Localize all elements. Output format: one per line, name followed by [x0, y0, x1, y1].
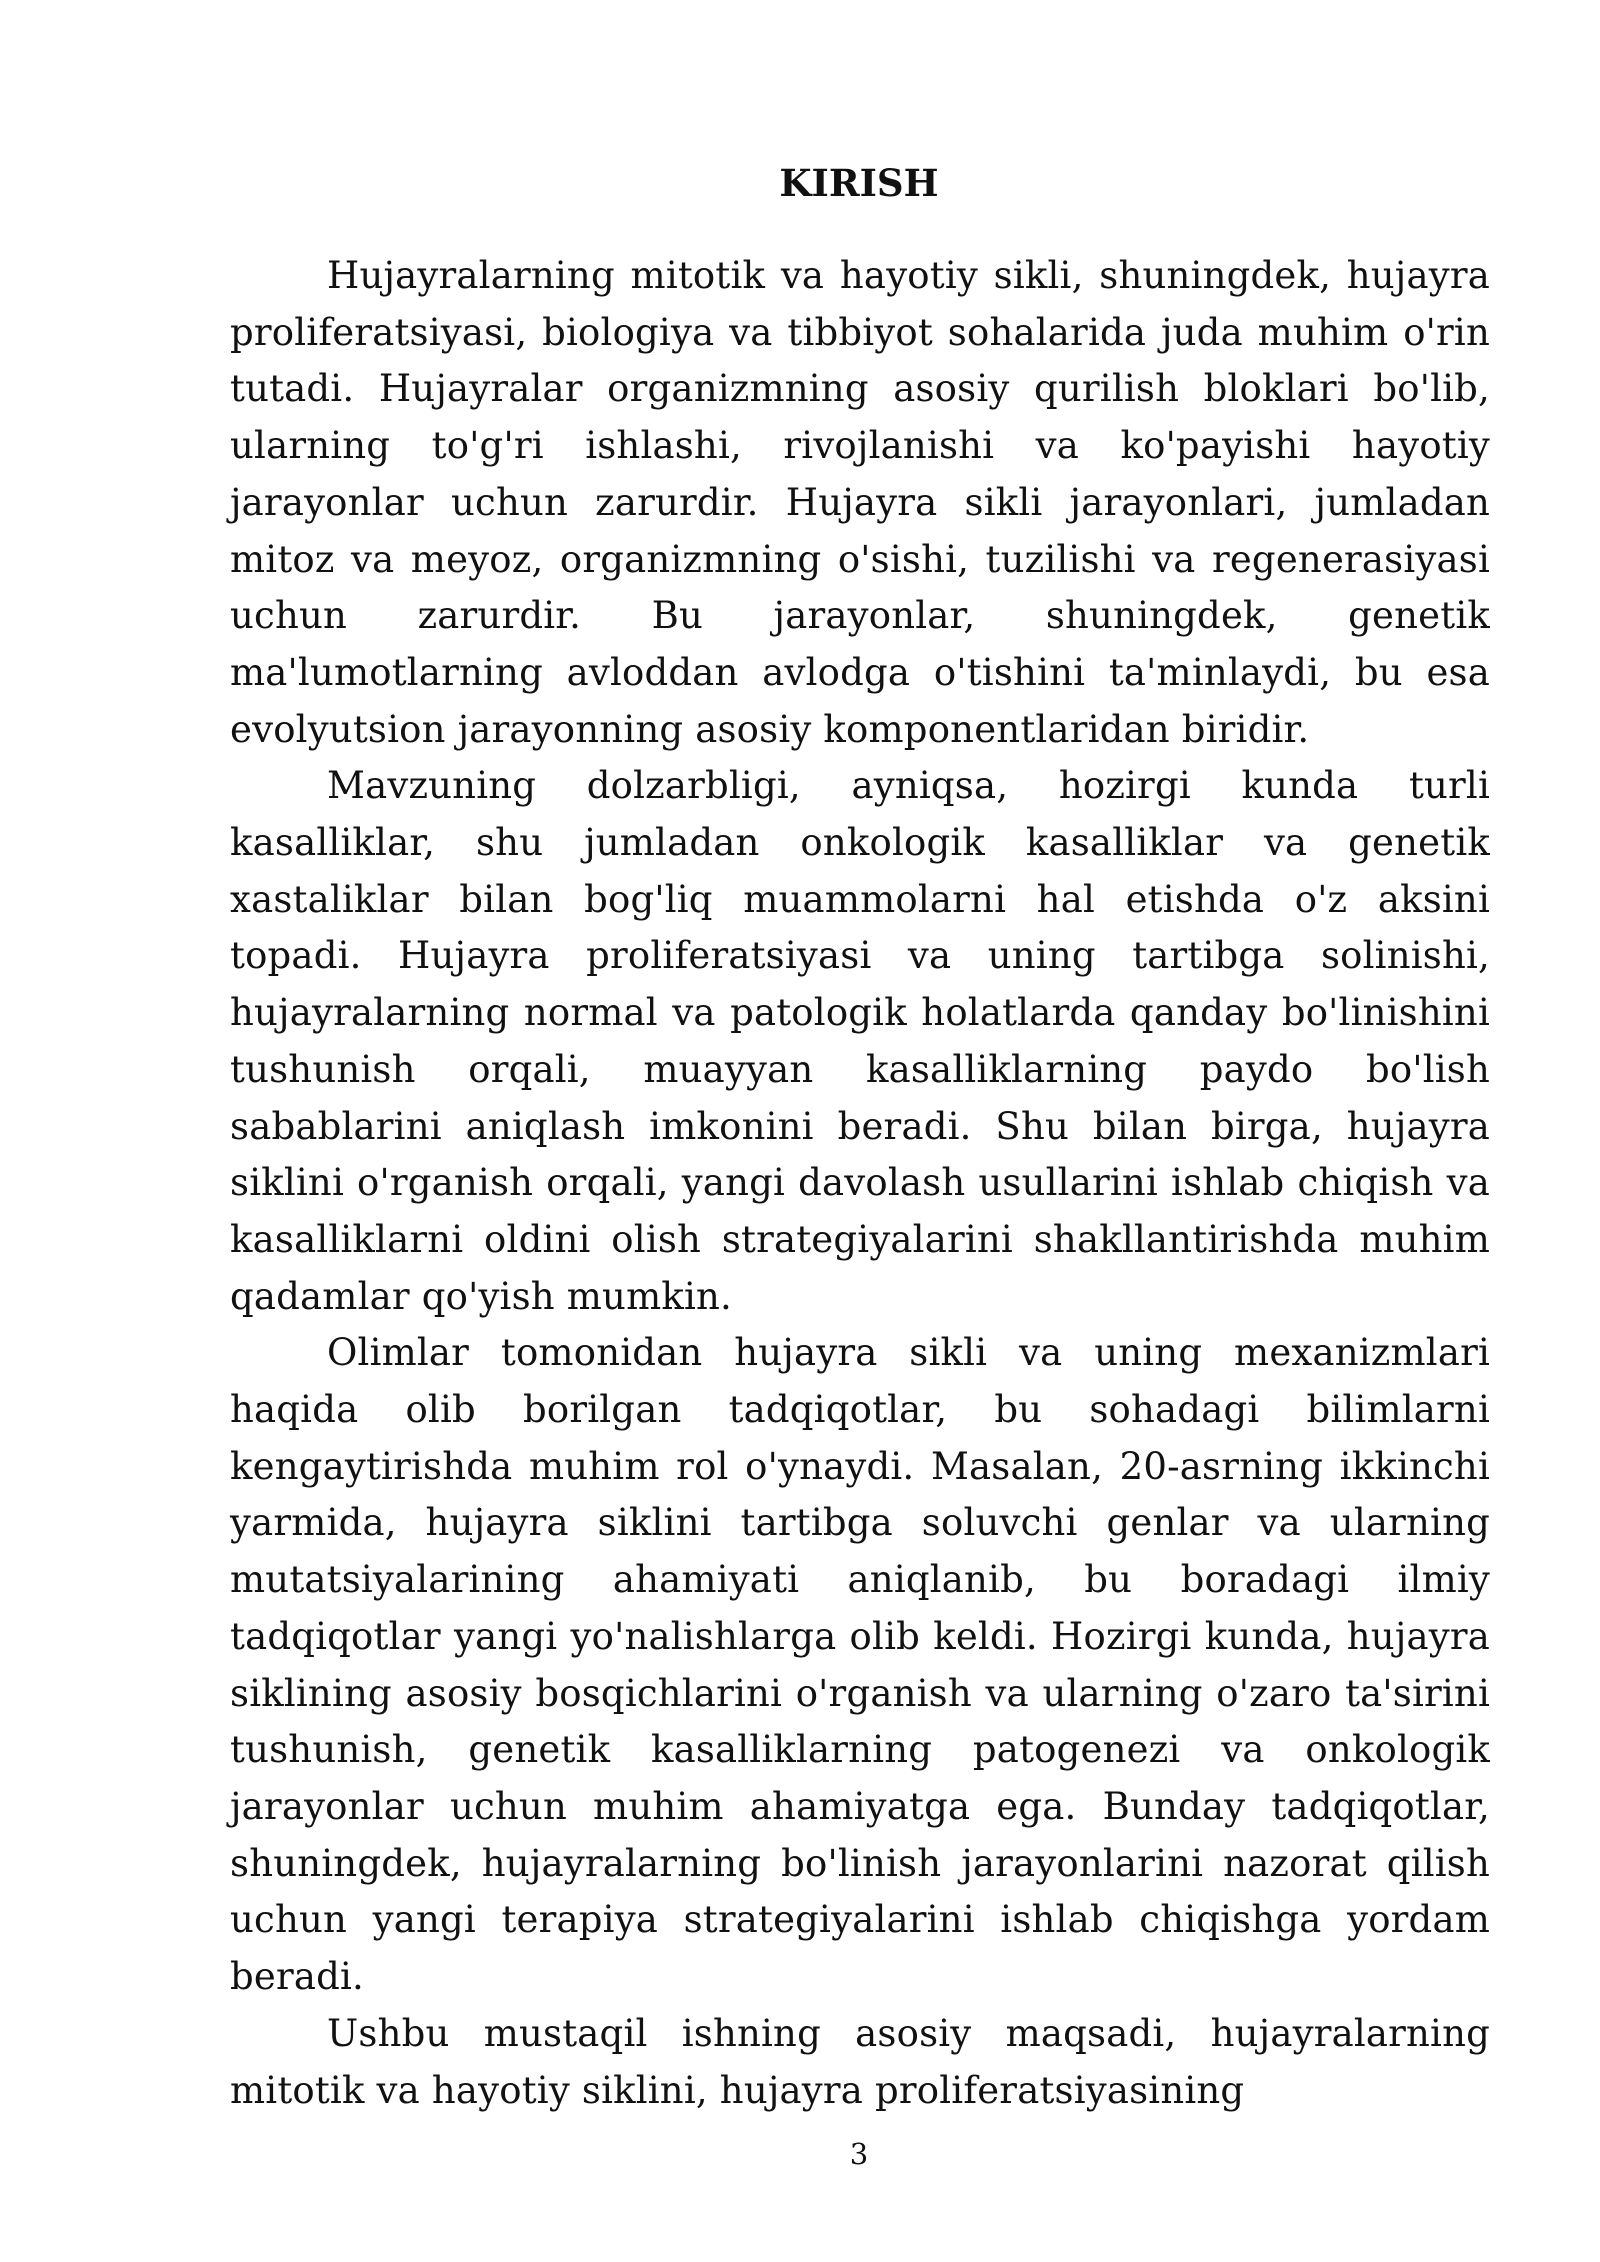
paragraph-2: Mavzuning dolzarbligi, ayniqsa, hozirgi kunda turli kasalliklar, shu jumladan onkologik kasalliklar va genetik xastaliklar bilan bog'liq muammolarni hal etishda o'z aksini topadi. Hujayra proliferatsiyasi va uning tartibga solinishi, hujayralarning normal va patologik holatlarda qanday bo'linishini tushunish orqali, muayyan kasalliklarning paydo bo'lish sabablarini aniqlash imkonini beradi. Shu bilan birga, hujayra siklini o'rganish orqali, yangi davolash usullarini ishlab chiqish va kasalliklarni oldini olish strategiyalarini shakllantirishda muhim qadamlar qo'yish mumkin.: [230, 764, 1490, 1318]
paragraph-3: Olimlar tomonidan hujayra sikli va uning mexanizmlari haqida olib borilgan tadqiqotlar, bu sohadagi bilimlarni kengaytirishda muhim rol o'ynaydi. Masalan, 20-asrning ikkinchi yarmida, hujayra siklini tartibga soluvchi genlar va ularning mutatsiyalarining ahamiyati aniqlanib, bu boradagi ilmiy tadqiqotlar yangi yo'nalishlarga olib keldi. Hozirgi kunda, hujayra siklining asosiy bosqichlarini o'rganish va ularning o'zaro ta'sirini tushunish, genetik kasalliklarning patogenezi va onkologik jarayonlar uchun muhim ahamiyatga ega. Bunday tadqiqotlar, shuningdek, hujayralarning bo'linish jarayonlarini nazorat qilish uchun yangi terapiya strategiyalarini ishlab chiqishga yordam beradi.: [230, 1331, 1490, 1999]
paragraph-1: Hujayralarning mitotik va hayotiy sikli, shuningdek, hujayra proliferatsiyasi, biologiya va tibbiyot sohalarida juda muhim o'rin tutadi. Hujayralar organizmning asosiy qurilish bloklari bo'lib, ularning to'g'ri ishlashi, rivojlanishi va ko'payishi hayotiy jarayonlar uchun zarurdir. Hujayra sikli jarayonlari, jumladan mitoz va meyoz, organizmning o'sishi, tuzilishi va regenerasiyasi uchun zarurdir. Bu jarayonlar, shuningdek, genetik ma'lumotlarning avloddan avlodga o'tishini ta'minlaydi, bu esa evolyutsion jarayonning asosiy komponentlaridan biridir.: [230, 254, 1490, 751]
body-text: [230, 248, 1490, 2119]
paragraph-4: Ushbu mustaqil ishning asosiy maqsadi, hujayralarning mitotik va hayotiy siklini, hujayra proliferatsiyasining: [230, 2011, 1490, 2112]
page-number: 3: [849, 2137, 869, 2171]
section-heading: KIRISH: [779, 161, 939, 205]
